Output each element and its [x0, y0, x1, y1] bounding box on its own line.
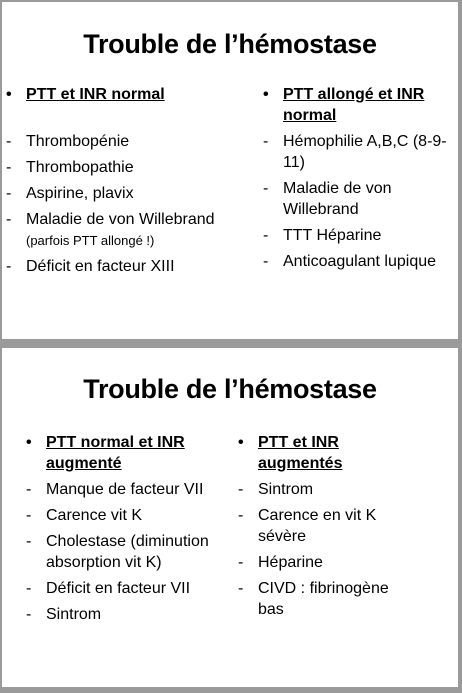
- dash-icon: -: [26, 606, 32, 623]
- list-item: - Cholestase (diminution absorption vit K): [26, 533, 209, 571]
- item-list: [238, 479, 418, 620]
- slide-title: Trouble de l’hémostase: [83, 29, 377, 59]
- list-item: - Anticoagulant lupique: [263, 253, 437, 270]
- dash-icon: -: [26, 580, 32, 597]
- list-item: - Manque de facteur VII: [26, 481, 204, 498]
- dash-icon: -: [238, 554, 244, 571]
- list-item: - Maladie de von Willebrand: [263, 180, 392, 218]
- item-note: (parfois PTT allongé !): [26, 233, 155, 248]
- right-column: [263, 84, 453, 272]
- dash-icon: -: [6, 133, 12, 150]
- slide-2: [2, 348, 458, 687]
- left-column: [26, 432, 233, 625]
- item-list: [263, 131, 453, 272]
- list-item: - Carence en vit K sévère: [238, 507, 377, 545]
- dash-icon: -: [6, 159, 12, 176]
- dash-icon: -: [263, 227, 269, 244]
- item-list: [6, 131, 221, 277]
- list-item: - Hémophilie A,B,C (8-9-11): [263, 133, 447, 171]
- dash-icon: -: [26, 481, 32, 498]
- list-item: - Sintrom: [238, 481, 314, 498]
- bullet-icon: •: [26, 434, 32, 451]
- slide-1: [2, 2, 458, 339]
- list-item: - Sintrom: [26, 606, 102, 623]
- dash-icon: -: [238, 507, 244, 524]
- bullet-icon: •: [238, 434, 244, 451]
- list-item: - Maladie de von Willebrand (parfois PTT allongé !): [6, 211, 215, 248]
- list-item: - Aspirine, plavix: [6, 185, 134, 202]
- list-item: - Déficit en facteur VII: [26, 580, 191, 597]
- list-item: - TTT Héparine: [263, 227, 382, 244]
- list-item: - Déficit en facteur XIII: [6, 258, 175, 275]
- dash-icon: -: [238, 580, 244, 597]
- dash-icon: -: [263, 253, 269, 270]
- list-item: - CIVD : fibrinogène bas: [238, 580, 389, 618]
- column-heading: • PTT et INR augmentés: [238, 434, 343, 472]
- dash-icon: -: [26, 507, 32, 524]
- list-item: - Thrombopathie: [6, 159, 134, 176]
- item-list: [26, 479, 233, 625]
- column-heading: • PTT allongé et INR normal: [263, 86, 425, 124]
- dash-icon: -: [263, 133, 269, 150]
- dash-icon: -: [263, 180, 269, 197]
- list-item: - Héparine: [238, 554, 323, 571]
- list-item: - Thrombopénie: [6, 133, 130, 150]
- right-column: [238, 432, 418, 620]
- dash-icon: -: [26, 533, 32, 550]
- dash-icon: -: [6, 258, 12, 275]
- bullet-icon: •: [263, 86, 269, 103]
- column-heading: • PTT normal et INR augmenté: [26, 434, 185, 472]
- dash-icon: -: [238, 481, 244, 498]
- dash-icon: -: [6, 185, 12, 202]
- left-column: [6, 84, 221, 277]
- column-heading: • PTT et INR normal: [6, 86, 165, 103]
- list-item: - Carence vit K: [26, 507, 143, 524]
- dash-icon: -: [6, 211, 12, 228]
- bullet-icon: •: [6, 86, 12, 103]
- slide-title: Trouble de l’hémostase: [83, 374, 377, 404]
